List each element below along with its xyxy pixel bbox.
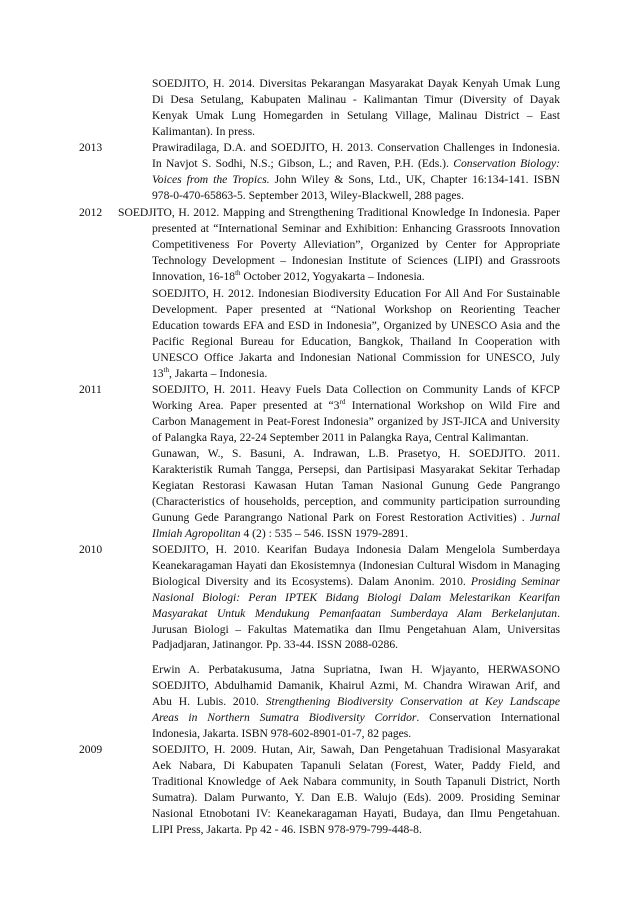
entry-line: Education towards EFA and ESD in Indonesia”, Organized by UNESCO Asia and the xyxy=(152,318,560,332)
entry-line-italic: Voices from the Tropics. xyxy=(152,172,270,186)
entry-line: Pacific Regional Bureau for Education, Bangkok, Thailand In Cooperation with xyxy=(152,334,560,348)
entry-line: Karakteristik Rumah Tangga, Persepsi, dan Partisipasi Masyarakat Sekitar Terhadap xyxy=(152,462,560,476)
entry-line-part: , Jakarta – Indonesia. xyxy=(169,366,268,380)
entry-line: Nasional Etnobotani IV: Keanekaragaman Hayati, Budaya, dan Ilmu Pengetahuan. xyxy=(152,806,560,820)
entry-line-part: . Conservation International xyxy=(416,710,560,724)
entry-text xyxy=(118,205,560,285)
entry-text xyxy=(152,382,560,446)
entry-line-part: In Navjot S. Sodhi, N.S.; Gibson, L.; and Raven, P.H. (Eds.). xyxy=(152,156,449,170)
entry-text xyxy=(152,542,560,653)
entry-line: Kenyak Umak Lung Homegarden in Setulang Village, Malinau District – East xyxy=(152,108,560,122)
entry-line-part: Gunung Gede Parangrango National Park on Forest Restoration Activities) . xyxy=(152,510,525,524)
entry-text xyxy=(152,140,560,204)
entry-line: of Palangka Raya, 22-24 September 2011 in Palangka Raya, Central Kalimantan. xyxy=(152,430,529,444)
entry-line-italic: Nasional Biologi: Peran IPTEK Bidang Biologi Dalam Melestarikan Kearifan xyxy=(152,590,560,604)
entry-line-part: 4 (2) : 535 – 546. ISSN 1979-2891. xyxy=(240,526,409,540)
entry-line: SOEDJITO, Abdulhamid Damanik, Khairul Azmi, M. Chandra Wirawan Arif, and xyxy=(152,678,560,692)
entry-line-italic: Jurnal xyxy=(529,510,560,524)
entry-line xyxy=(152,574,560,590)
entry-line: 978-0-470-65863-5. September 2013, Wiley-Blackwell, 288 pages. xyxy=(152,188,464,202)
entry-line: SOEDJITO, H. 2012. Indonesian Biodiversity Education For All And For Sustainable xyxy=(152,287,560,300)
entry-line xyxy=(152,366,560,382)
entry-text xyxy=(152,286,560,381)
entry-line: SOEDJITO, H. 2014. Diversitas Pekarangan Masyarakat Dayak Kenyah Umak Lung xyxy=(152,77,560,90)
entry-line: Padjadjaran, Jatinangor. Pp. 33-44. ISSN 2088-0286. xyxy=(152,638,399,652)
entry-text xyxy=(152,742,560,837)
entry-line-italic: Prosiding Seminar xyxy=(470,574,560,588)
entry-line: Jurusan Biologi – Fakultas Matematika dan Ilmu Pengetahuan Alam, Universitas xyxy=(152,622,560,636)
entry-line: Indonesia, Jakarta. ISBN 978-602-8901-01-7, 82 pages. xyxy=(152,726,412,740)
entry-line-part: . xyxy=(557,606,560,620)
entry-line: Gunawan, W., S. Basuni, A. Indrawan, L.B. Prasetyo, H. SOEDJITO. 2011. xyxy=(152,447,560,460)
superscript: th xyxy=(235,268,241,277)
entry-line xyxy=(152,606,560,622)
entry-line-italic: Ilmiah Agropolitan xyxy=(152,526,241,540)
entry-line: SOEDJITO, H. 2010. Kearifan Budaya Indonesia Dalam Mengelola Sumberdaya xyxy=(152,543,560,556)
entry-line: Traditional Knowledge of Aek Nabara community, in South Tapanuli District, North xyxy=(152,774,560,788)
entry-line: (Characteristics of households, perception, and community participation surrounding xyxy=(152,494,560,508)
entry-line: Prawiradilaga, D.A. and SOEDJITO, H. 2013. Conservation Challenges in Indonesia. xyxy=(152,141,560,154)
entry-line xyxy=(152,694,560,710)
entry-line-part: Innovation, 16-18 xyxy=(152,269,236,283)
entry-line-italic: Strengthening Biodiversity Conservation at Key Landscape xyxy=(265,694,560,708)
entry-line: UNESCO Office Jakarta and Indonesian National Commission for UNESCO, July xyxy=(152,350,560,364)
entry-year: 2011 xyxy=(79,383,102,396)
entry-line: LIPI Press, Jakarta. Pp 42 - 46. ISBN 978-979-799-448-8. xyxy=(152,822,422,836)
entry-line: Aek Nabara, Di Kabupaten Tapanuli Selatan (Forest, Water, Paddy Field, and xyxy=(152,758,560,772)
entry-line-italic: Masyarakat Untuk Mendukung Pemanfaatan Sumberdaya Alam Berkelanjutan xyxy=(152,606,558,620)
entry-line: SOEDJITO, H. 2009. Hutan, Air, Sawah, Dan Pengetahuan Tradisional Masyarakat xyxy=(152,743,560,756)
entry-line-part: 13 xyxy=(152,366,164,380)
entry-line: SOEDJITO, H. 2011. Heavy Fuels Data Collection on Community Lands of KFCP xyxy=(152,383,560,396)
entry-text xyxy=(152,446,560,541)
entry-line: SOEDJITO, H. 2012. Mapping and Strengthening Traditional Knowledge In Indonesia. Paper xyxy=(118,206,560,219)
entry-text xyxy=(152,76,560,140)
entry-line xyxy=(152,172,560,188)
entry-line-italic: Conservation Biology: xyxy=(453,156,561,170)
entry-text xyxy=(152,662,560,742)
entry-line: Development. Paper presented at “National Workshop on Reorienting Teacher xyxy=(152,302,560,316)
entry-line xyxy=(118,269,560,285)
entry-line xyxy=(152,526,560,542)
entry-line xyxy=(152,710,560,726)
entry-line: Carbon Management in Peat-Forest Indonesia” organized by JST-JICA and University xyxy=(152,414,560,428)
entry-line: Kegiatan Restorasi Kawasan Hutan Taman Nasional Gunung Gede Pangrango xyxy=(152,478,560,492)
entry-year: 2012 xyxy=(79,206,103,219)
entry-line-part: Working Area. Paper presented at “3 xyxy=(152,398,340,412)
entry-year: 2010 xyxy=(79,543,103,556)
entry-line: Sumatra). Dalam Purwanto, Y. Dan E.B. Walujo (Eds). 2009. Prosiding Seminar xyxy=(152,790,560,804)
entry-year: 2009 xyxy=(79,743,103,756)
entry-line: Kalimantan). In press. xyxy=(152,124,256,138)
entry-line-part: Biological Diversity and its Ecosystems). Dalam Anonim. 2010. xyxy=(152,574,466,588)
entry-line: Technology Development – Indonesian Institute of Sciences (LIPI) and Grassroots xyxy=(152,253,560,267)
entry-line xyxy=(152,590,560,606)
entry-year: 2013 xyxy=(79,141,103,154)
entry-line: presented at “International Seminar and Exhibition: Enhancing Grassroots Innovation xyxy=(152,221,560,235)
entry-line-part: Abu H. Lubis. 2010. xyxy=(152,694,259,708)
entry-line: Di Desa Setulang, Kabupaten Malinau - Kalimantan Timur (Diversity of Dayak xyxy=(152,92,560,106)
entry-line-part: International Workshop on Wild Fire and xyxy=(345,398,560,412)
superscript: rd xyxy=(339,398,346,407)
entry-line-part: John Wiley & Sons, Ltd., UK, Chapter 16:134-141. ISBN xyxy=(274,172,560,186)
entry-line-italic: Areas in Northern Sumatra Biodiversity Corridor xyxy=(152,710,417,724)
entry-line xyxy=(152,398,560,414)
entry-line xyxy=(152,156,560,172)
entry-line-part: October 2012, Yogyakarta – Indonesia. xyxy=(240,269,425,283)
entry-line: Competitiveness For Poverty Alleviation”, Organized by Center for Appropriate xyxy=(152,237,560,251)
entry-line xyxy=(152,510,560,526)
entry-line: Keanekaragaman Hayati dan Ekosistemnya (Indonesian Cultural Wisdom in Managing xyxy=(152,558,560,572)
entry-line: Erwin A. Perbatakusuma, Jatna Supriatna, Iwan H. Wjayanto, HERWASONO xyxy=(152,663,560,676)
superscript: th xyxy=(163,365,170,374)
